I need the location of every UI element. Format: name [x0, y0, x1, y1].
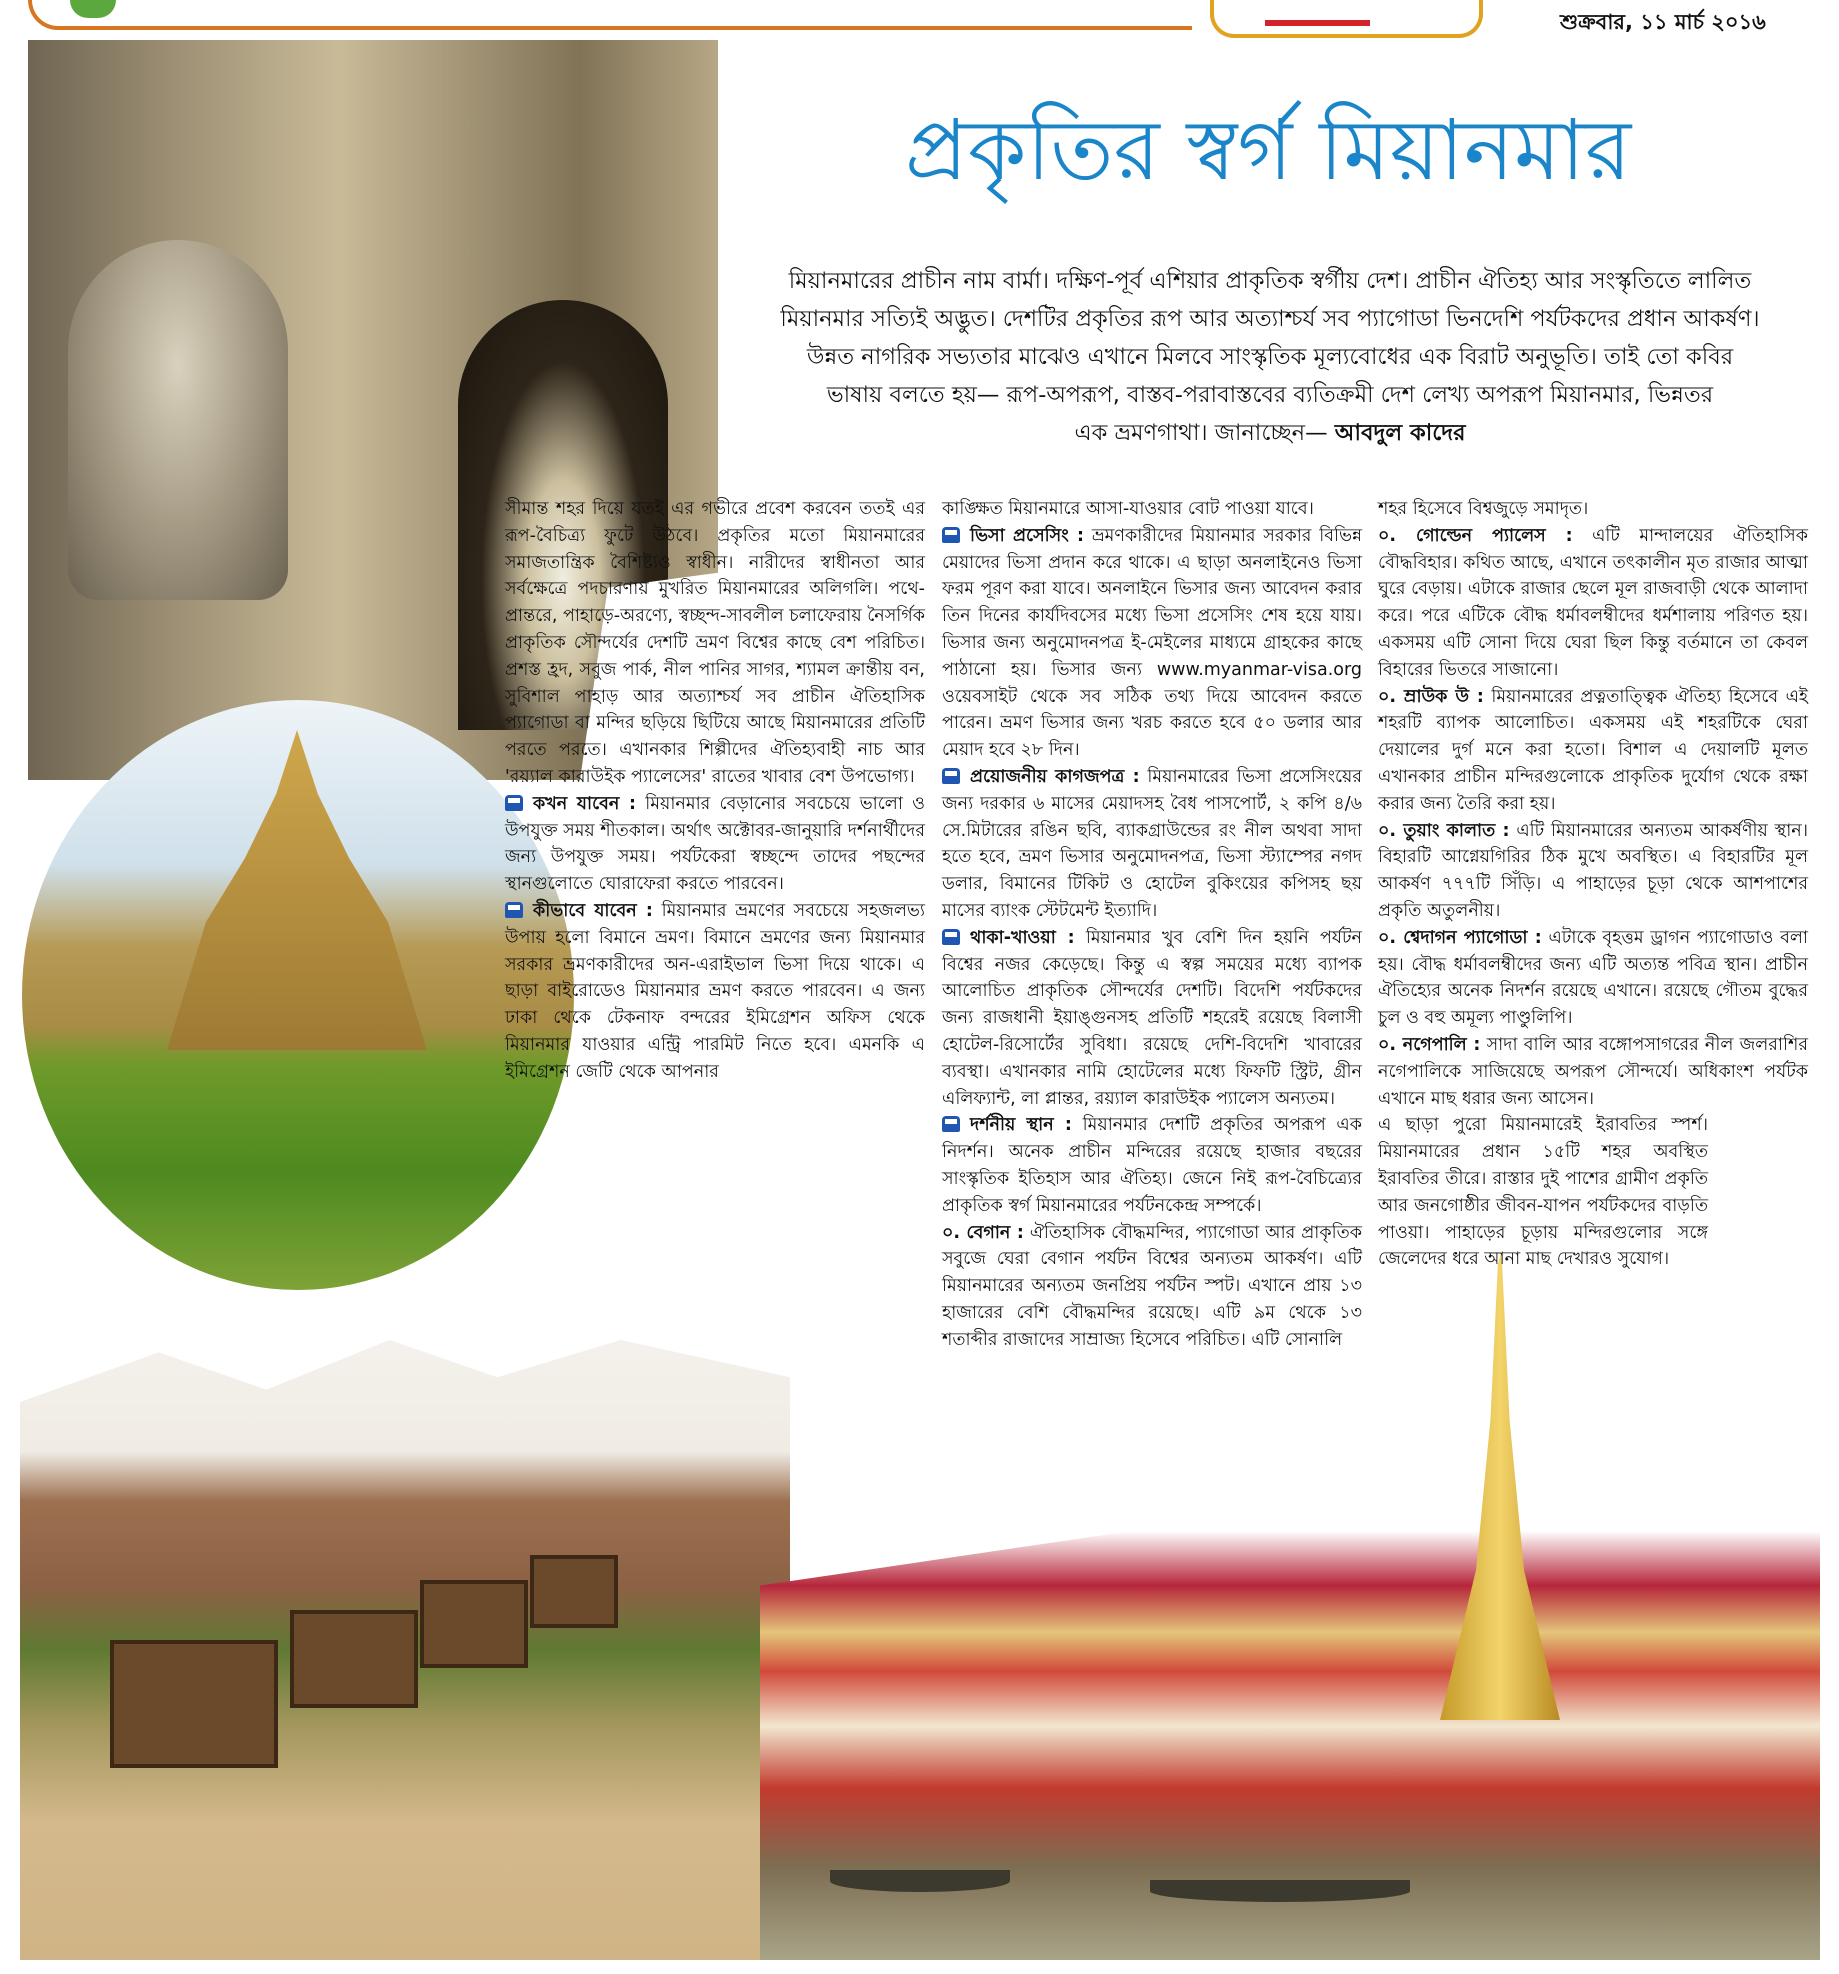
paragraph: ০. শ্বেদাগন প্যাগোডা : এটাকে বৃহত্তম ড্রাগন প্যাগোডাও বলা হয়। বৌদ্ধ ধর্মাবলম্বীদের জন্য এটি অত্যন্ত পবিত্র স্থান। প্রাচীন ঐতিহ্যের অনেক নিদর্শন রয়েছে এখানে। রয়েছে গৌতম বুদ্ধের চুল ও বহু অমূল্য পাণ্ডুলিপি।	[1378, 927, 1808, 1029]
issue-date: শুক্রবার, ১১ মার্চ ২০১৬	[1560, 10, 1766, 34]
cart-image	[110, 1640, 278, 1768]
paragraph: কীভাবে যাবেন : মিয়ানমার ভ্রমণের সবচেয়ে সহজলভ্য উপায় হলো বিমানে ভ্রমণ। বিমানে ভ্রমণের জন্য মিয়ানমার সরকার ভ্রমণকারীদের অন-এরাইভাল ভিসা দিয়ে থাকে। এ ছাড়া বাইরোডেও মিয়ানমার ভ্রমণ করতে পারবেন। এ জন্য ঢাকা থেকে টেকনাফ বন্দরের ইমিগ্রেশন অফিস থেকে মিয়ানমার যাওয়ার এন্ট্রি পারমিট নিতে হবে। এমনকি এ ইমিগ্রেশন জেটি থেকে আপনার	[505, 900, 925, 1082]
photo-horse-carts	[20, 1340, 790, 1960]
boat-image	[1150, 1880, 1410, 1902]
subheading: কখন যাবেন :	[533, 793, 637, 814]
header-rule	[28, 0, 1192, 30]
bus-icon	[942, 527, 960, 543]
bus-icon	[505, 902, 523, 918]
bus-icon	[942, 1116, 960, 1132]
cart-image	[420, 1580, 528, 1668]
paragraph: ০. তুয়াং কালাত : এটি মিয়ানমারের অন্যতম আকর্ষণীয় স্থান। বিহারটি আগ্নেয়গিরির ঠিক মুখে অবস্থিত। এ বিহারটির মূল আকর্ষণ ৭৭৭টি সিঁড়ি। এ পাহাড়ের চূড়া থেকে আশপাশের প্রকৃতি অতুলনীয়।	[1378, 820, 1808, 921]
paragraph: প্রয়োজনীয় কাগজপত্র : মিয়ানমারের ভিসা প্রসেসিংয়ের জন্য দরকার ৬ মাসের মেয়াদসহ বৈধ পাসপোর্ট, ২ কপি ৪/৬ সে.মিটারের রঙিন ছবি, ব্যাকগ্রাউন্ডের রং নীল অথবা সাদা হতে হবে, ভ্রমণ ভিসার অনুমোদনপত্র, ভিসা স্ট্যাম্পের নগদ ডলার, বিমানের টিকিট ও হোটেল বুকিংয়ের কপিসহ ছয় মাসের ব্যাংক স্টেটমেন্ট ইত্যাদি।	[942, 766, 1362, 921]
intro-line-byline: এক ভ্রমণগাথা। জানাচ্ছেন— আবদুল কাদের	[1074, 420, 1466, 446]
article-column-1	[505, 496, 925, 1086]
intro-line: ভাষায় বলতে হয়— রূপ-অপরূপ, বাস্তব-পরাবাস্তবের ব্যতিক্রমী দেশ লেখ্য অপরূপ মিয়ানমার, ভিন্নতর	[826, 382, 1714, 408]
paragraph: ০. গোল্ডেন প্যালেস : এটি মান্দালয়ের ঐতিহাসিক বৌদ্ধবিহার। কথিত আছে, এখানে তৎকালীন মৃত রাজার আত্মা ঘুরে বেড়ায়। এটাকে রাজার ছেলে মূল রাজবাড়ী থেকে আলাদা করে। পরে এটিকে বৌদ্ধ ধর্মাবলম্বীদের ধর্মশালায় পরিণত হয়। একসময় এটি সোনা দিয়ে ঘেরা ছিল কিন্তু বর্তমানে তা কেবল বিহারের ভিতরে সাজানো।	[1378, 525, 1808, 680]
paragraph: থাকা-খাওয়া : মিয়ানমার খুব বেশি দিন হয়নি পর্যটন বিশ্বের নজর কেড়েছে। কিন্তু এ স্বল্প সময়ের মধ্যে ব্যাপক আলোচিত প্রাকৃতিক সৌন্দর্যের দেশটি। বিদেশি পর্যটকদের জন্য রাজধানী ইয়াঙ্গুনসহ প্রতিটি শহরেই রয়েছে বিলাসী হোটেল-রিসোর্টের সুবিধা। রয়েছে দেশি-বিদেশি খাবারের ব্যবস্থা। এখানকার নামি হোটেলের মধ্যে ফিফটি স্ট্রিট, গ্রীন এলিফ্যান্ট, লা প্লান্তর, রয়্যাল কারাউইক প্যালেস অন্যতম।	[942, 927, 1362, 1109]
paragraph: শহর হিসেবে বিশ্বজুড়ে সমাদৃত।	[1378, 499, 1589, 519]
paragraph: দর্শনীয় স্থান : মিয়ানমার দেশটি প্রকৃতির অপরূপ এক নিদর্শন। অনেক প্রাচীন মন্দিরের রয়েছে হাজার বছরের সাংস্কৃতিক ইতিহাস আর ঐতিহ্য। জেনে নিই রূপ-বৈচিত্র্যের প্রাকৃতিক স্বর্গ মিয়ানমারের পর্যটনকেন্দ্র সম্পর্কে।	[942, 1115, 1362, 1216]
section-logo-mark	[1265, 0, 1370, 26]
article-column-2	[942, 496, 1362, 1354]
bus-icon	[942, 768, 960, 784]
subheading: ০. গোল্ডেন প্যালেস :	[1378, 525, 1573, 546]
intro-line: মিয়ানমারের প্রাচীন নাম বার্মা। দক্ষিণ-পূর্ব এশিয়ার প্রাকৃতিক স্বর্গীয় দেশ। প্রাচীন ঐতিহ্য আর সংস্কৃতিতে লালিত	[788, 268, 1752, 294]
article-headline: প্রকৃতির স্বর্গ মিয়ানমার	[905, 101, 1632, 199]
subheading: কীভাবে যাবেন :	[533, 900, 653, 921]
subheading: ০. শ্বেদাগন প্যাগোডা :	[1378, 927, 1542, 948]
cart-image	[530, 1555, 618, 1628]
golden-stupa-image	[1440, 1220, 1560, 1720]
subheading: থাকা-খাওয়া :	[970, 927, 1075, 948]
paragraph: ভিসা প্রসেসিং : ভ্রমণকারীদের মিয়ানমার সরকার বিভিন্ন মেয়াদের ভিসা প্রদান করে থাকে। এ ছাড়া অনলাইনেও ভিসা ফরম পূরণ করা যাবে। অনলাইনে ভিসার জন্য আবেদন করার তিন দিনের কার্যদিবসের মধ্যে ভিসা প্রসেসিং শেষ হয়ে যায়। ভিসার জন্য অনুমোদনপত্র ই-মেইলের মাধ্যমে গ্রাহকের কাছে পাঠানো হয়। ভিসার জন্য www.myanmar-visa.org ওয়েবসাইট থেকে সব সঠিক তথ্য দিয়ে আবেদন করতে পারেন। ভ্রমণ ভিসার জন্য খরচ করতে হবে ৫০ ডলার আর মেয়াদ হবে ২৮ দিন।	[942, 525, 1362, 761]
paragraph: ০. নগেপালি : সাদা বালি আর বঙ্গোপসাগরের নীল জলরাশির নগেপালিকে সাজিয়েছে অপরূপ সৌন্দর্যে। অধিকাংশ পর্যটক এখানে মাছ ধরার জন্য আসেন।	[1378, 1034, 1808, 1109]
intro-line: মিয়ানমার সত্যিই অদ্ভুত। দেশটির প্রকৃতির রূপ আর অত্যাশ্চর্য সব প্যাগোডা ভিনদেশি পর্যটকদের প্রধান আকর্ষণ।	[780, 306, 1760, 332]
boat-image	[830, 1870, 1010, 1892]
subheading: ০. বেগান :	[942, 1222, 1024, 1243]
cart-image	[290, 1610, 418, 1708]
photo-bagan-temple	[22, 700, 574, 1290]
paragraph: কাঙ্ক্ষিত মিয়ানমারে আসা-যাওয়ার বোট পাওয়া যাবে।	[942, 499, 1314, 519]
bus-icon	[942, 929, 960, 945]
paragraph: কখন যাবেন : মিয়ানমার বেড়ানোর সবচেয়ে ভালো ও উপযুক্ত সময় শীতকাল। অর্থাৎ অক্টোবর-জানুয়ারি দর্শনার্থীদের জন্য উপযুক্ত সময়। পর্যটকেরা স্বচ্ছন্দে তাদের পছন্দের স্থানগুলোতে ঘোরাফেরা করতে পারবেন।	[505, 793, 925, 895]
paragraph: ০. ম্রাউক উ : মিয়ানমারের প্রত্নতাত্ত্বিক ঐতিহ্য হিসেবে এই শহরটি ব্যাপক আলোচিত। একসময় এই শহরটিকে ঘেরা দেয়ালের দুর্গ মনে করা হতো। বিশাল এ দেয়ালটি মূলত এখানকার প্রাচীন মন্দিরগুলোকে প্রাকৃতিক দুর্যোগ থেকে রক্ষা করার জন্য তৈরি করা হয়।	[1378, 686, 1808, 814]
paragraph: এ ছাড়া পুরো মিয়ানমারেই ইরাবতির স্পর্শ। মিয়ানমারের প্রধান ১৫টি শহর অবস্থিত ইরাবতির তীরে। রাস্তার দুই পাশের গ্রামীণ প্রকৃতি আর জনগোষ্ঠীর জীবন-যাপন পর্যটকদের বাড়তি পাওয়া। পাহাড়ের চূড়ায় মন্দিরগুলোর সঙ্গে জেলেদের ধরে আনা মাছ দেখারও সুযোগ।	[1378, 1115, 1708, 1270]
subheading: ভিসা প্রসেসিং :	[970, 525, 1085, 546]
author-name: আবদুল কাদের	[1334, 420, 1466, 446]
paragraph: সীমান্ত শহর দিয়ে যতই এর গভীরে প্রবেশ করবেন ততই এর রূপ-বৈচিত্র্য ফুটে উঠবে। প্রকৃতির মতো মিয়ানমারের সমাজতান্ত্রিক বৈশিষ্ট্যও স্বাধীন। নারীদের স্বাধীনতা আর সর্বক্ষেত্রে পদচারণায় মুখরিত মিয়ানমারের অলিগলি। পথে-প্রান্তরে, পাহাড়ে-অরণ্যে, স্বচ্ছন্দ-সাবলীল চলাফেরায় নৈসর্গিক প্রাকৃতিক সৌন্দর্যের দেশটি ভ্রমণ বিশ্বের কাছে বেশ পরিচিত। প্রশস্ত হ্রদ, সবুজ পার্ক, নীল পানির সাগর, শ্যামল ক্রান্তীয় বন, সুবিশাল পাহাড় আর অত্যাশ্চর্য সব প্রাচীন ঐতিহাসিক প্যাগোডা বা মন্দির ছড়িয়ে ছিটিয়ে আছে মিয়ানমারের প্রতিটি পরতে পরতে। এখানকার শিল্পীদের ঐতিহ্যবাহী নাচ আর 'রয়্যাল কারাউইক প্যালেসের' রাতের খাবার বেশ উপভোগ্য।	[505, 499, 925, 787]
temple-image	[167, 730, 427, 1050]
subheading: প্রয়োজনীয় কাগজপত্র :	[970, 766, 1140, 787]
subheading: ০. নগেপালি :	[1378, 1034, 1481, 1055]
intro-line: উন্নত নাগরিক সভ্যতার মাঝেও এখানে মিলবে সাংস্কৃতিক মূল্যবোধের এক বিরাট অনুভূতি। তাই তো কবির	[806, 344, 1734, 370]
subheading: দর্শনীয় স্থান :	[970, 1115, 1072, 1136]
subheading: ০. ম্রাউক উ :	[1378, 686, 1484, 707]
subheading: ০. তুয়াং কালাত :	[1378, 820, 1510, 841]
bus-icon	[505, 795, 523, 811]
article-intro	[740, 262, 1800, 452]
article-column-3	[1378, 496, 1808, 1273]
paragraph: ০. বেগান : ঐতিহাসিক বৌদ্ধমন্দির, প্যাগোডা আর প্রাকৃতিক সবুজে ঘেরা বেগান পর্যটন বিশ্বের অন্যতম আকর্ষণ। এটি মিয়ানমারের অন্যতম জনপ্রিয় পর্যটন স্পট। এখানে প্রায় ১৩ হাজারের বেশি বৌদ্ধমন্দির রয়েছে। এটি ৯ম থেকে ১৩ শতাব্দীর রাজাদের সাম্রাজ্য হিসেবে পরিচিত। এটি সোনালি	[942, 1222, 1362, 1350]
buddha-statue-image	[68, 240, 288, 600]
